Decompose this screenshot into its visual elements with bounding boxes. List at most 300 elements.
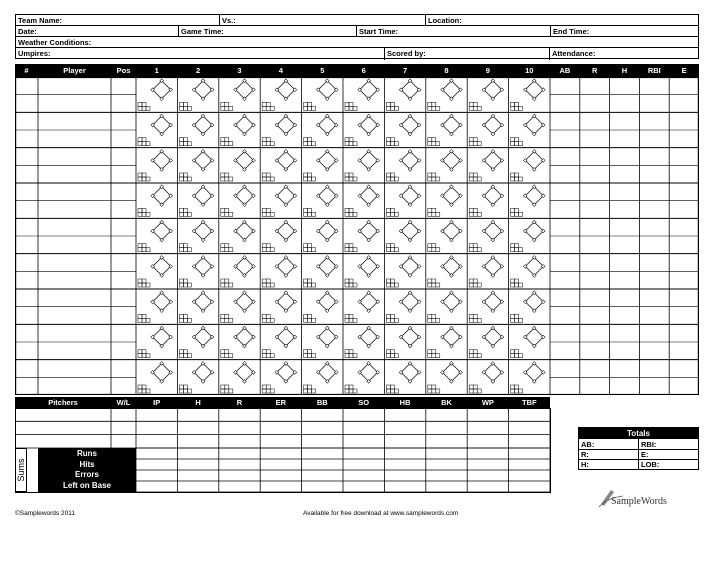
at-bat-cell[interactable] bbox=[221, 114, 256, 145]
strike-box bbox=[515, 177, 519, 181]
at-bat-cell[interactable] bbox=[179, 185, 214, 216]
strike-box bbox=[469, 142, 473, 146]
at-bat-cell[interactable] bbox=[428, 220, 463, 251]
base-diamond-icon bbox=[153, 363, 171, 381]
strike-box bbox=[312, 106, 316, 110]
strike-box bbox=[138, 318, 142, 322]
copyright-text: ©Samplewords 2011 bbox=[15, 510, 75, 517]
strike-box bbox=[187, 283, 191, 287]
at-bat-cell[interactable] bbox=[221, 256, 256, 287]
strike-box bbox=[225, 106, 229, 110]
at-bat-cell[interactable] bbox=[304, 256, 339, 287]
divider bbox=[549, 47, 550, 60]
at-bat-cell[interactable] bbox=[511, 185, 546, 216]
strike-box bbox=[146, 142, 150, 146]
ball-box bbox=[473, 208, 477, 212]
base-diamond-icon bbox=[318, 187, 336, 205]
strike-box bbox=[270, 389, 274, 393]
sums-label-box bbox=[15, 448, 27, 492]
strike-box bbox=[353, 389, 357, 393]
samplewords-logo bbox=[597, 484, 677, 510]
at-bat-cell[interactable] bbox=[179, 114, 214, 145]
strike-box bbox=[312, 318, 316, 322]
strike-box bbox=[436, 389, 440, 393]
at-bat-cell[interactable] bbox=[262, 291, 297, 322]
at-bat-cell[interactable] bbox=[304, 114, 339, 145]
strike-box bbox=[515, 106, 519, 110]
at-bat-cell[interactable] bbox=[138, 79, 173, 110]
strike-box bbox=[142, 212, 146, 216]
ball-box bbox=[345, 173, 349, 177]
strike-box bbox=[345, 248, 349, 252]
at-bat-cell[interactable] bbox=[428, 185, 463, 216]
start-time-field[interactable]: Start Time: bbox=[359, 27, 399, 36]
inning-7-header: 7 bbox=[403, 66, 408, 75]
ball-box bbox=[304, 244, 308, 248]
at-bat-cell[interactable] bbox=[138, 256, 173, 287]
strike-box bbox=[428, 354, 432, 358]
ball-box bbox=[473, 350, 477, 354]
ball-box bbox=[308, 244, 312, 248]
at-bat-cell[interactable] bbox=[469, 256, 504, 287]
ball-box bbox=[304, 385, 308, 389]
strike-box bbox=[469, 248, 473, 252]
ball-box bbox=[473, 314, 477, 318]
base-diamond-icon bbox=[318, 293, 336, 311]
at-bat-cell[interactable] bbox=[262, 185, 297, 216]
ball-box bbox=[473, 102, 477, 106]
ball-box bbox=[515, 350, 519, 354]
at-bat-cell[interactable] bbox=[179, 79, 214, 110]
at-bat-cell[interactable] bbox=[386, 326, 421, 357]
strike-box bbox=[142, 354, 146, 358]
ball-box bbox=[349, 314, 353, 318]
strike-box bbox=[353, 248, 357, 252]
ball-box bbox=[308, 385, 312, 389]
ball-box bbox=[179, 102, 183, 106]
base-diamond-icon bbox=[484, 328, 502, 346]
ball-box bbox=[308, 173, 312, 177]
at-bat-cell[interactable] bbox=[262, 220, 297, 251]
ball-box bbox=[469, 279, 473, 283]
ball-box bbox=[515, 208, 519, 212]
totals-h-field[interactable]: H: bbox=[581, 460, 589, 469]
ball-box bbox=[345, 350, 349, 354]
strike-box bbox=[221, 142, 225, 146]
at-bat-cell[interactable] bbox=[304, 185, 339, 216]
at-bat-cell[interactable] bbox=[386, 220, 421, 251]
strike-box bbox=[187, 318, 191, 322]
strike-box bbox=[519, 106, 523, 110]
inning-8-header: 8 bbox=[444, 66, 449, 75]
ball-box bbox=[432, 173, 436, 177]
base-diamond-icon bbox=[401, 151, 419, 169]
base-diamond-icon bbox=[277, 81, 295, 99]
at-bat-cell[interactable] bbox=[469, 220, 504, 251]
base-diamond-icon bbox=[401, 363, 419, 381]
at-bat-cell[interactable] bbox=[304, 291, 339, 322]
base-diamond-icon bbox=[235, 257, 253, 275]
at-bat-cell[interactable] bbox=[428, 256, 463, 287]
strike-box bbox=[183, 212, 187, 216]
strike-box bbox=[142, 248, 146, 252]
at-bat-cell[interactable] bbox=[221, 79, 256, 110]
ball-box bbox=[308, 102, 312, 106]
strike-box bbox=[428, 177, 432, 181]
strike-box bbox=[394, 354, 398, 358]
at-bat-cell[interactable] bbox=[511, 220, 546, 251]
base-diamond-icon bbox=[277, 116, 295, 134]
strike-box bbox=[179, 283, 183, 287]
strike-box bbox=[432, 177, 436, 181]
at-bat-cell[interactable] bbox=[345, 79, 380, 110]
at-bat-cell[interactable] bbox=[469, 150, 504, 181]
ball-box bbox=[262, 138, 266, 142]
at-bat-cell[interactable] bbox=[511, 79, 546, 110]
base-diamond-icon bbox=[525, 151, 543, 169]
base-diamond-icon bbox=[360, 81, 378, 99]
strike-box bbox=[432, 142, 436, 146]
ball-box bbox=[221, 208, 225, 212]
at-bat-cell[interactable] bbox=[262, 256, 297, 287]
strike-box bbox=[312, 354, 316, 358]
strike-box bbox=[386, 354, 390, 358]
at-bat-cell[interactable] bbox=[138, 220, 173, 251]
divider bbox=[219, 15, 220, 25]
strike-box bbox=[511, 177, 515, 181]
strike-box bbox=[138, 177, 142, 181]
strike-box bbox=[308, 212, 312, 216]
strike-box bbox=[308, 177, 312, 181]
at-bat-cell[interactable] bbox=[345, 291, 380, 322]
at-bat-cell[interactable] bbox=[345, 362, 380, 393]
pitching-stat-header-bk: BK bbox=[441, 398, 452, 407]
attendance-field[interactable]: Attendance: bbox=[552, 49, 596, 58]
ball-box bbox=[266, 138, 270, 142]
at-bat-cell[interactable] bbox=[221, 185, 256, 216]
at-bat-cell[interactable] bbox=[469, 185, 504, 216]
strike-box bbox=[519, 142, 523, 146]
ball-box bbox=[390, 173, 394, 177]
strike-box bbox=[179, 106, 183, 110]
strike-box bbox=[187, 248, 191, 252]
strike-box bbox=[308, 248, 312, 252]
ball-box bbox=[179, 244, 183, 248]
ball-box bbox=[266, 314, 270, 318]
strike-box bbox=[225, 177, 229, 181]
batting-stat-header-ab: AB bbox=[559, 66, 571, 75]
strike-box bbox=[304, 354, 308, 358]
batting-stat-header-r: R bbox=[591, 66, 598, 75]
ball-box bbox=[432, 138, 436, 142]
at-bat-cell[interactable] bbox=[345, 114, 380, 145]
strike-box bbox=[266, 354, 270, 358]
at-bat-cell[interactable] bbox=[469, 79, 504, 110]
base-diamond-icon bbox=[525, 187, 543, 205]
strike-box bbox=[229, 283, 233, 287]
at-bat-cell[interactable] bbox=[428, 362, 463, 393]
at-bat-cell[interactable] bbox=[262, 114, 297, 145]
date-field[interactable]: Date: bbox=[18, 27, 37, 36]
base-diamond-icon bbox=[194, 187, 212, 205]
at-bat-cell[interactable] bbox=[345, 185, 380, 216]
at-bat-cell[interactable] bbox=[304, 362, 339, 393]
pitching-stat-header-h: H bbox=[195, 398, 201, 407]
at-bat-cell[interactable] bbox=[345, 326, 380, 357]
at-bat-cell[interactable] bbox=[179, 150, 214, 181]
ball-box bbox=[225, 138, 229, 142]
strike-box bbox=[270, 177, 274, 181]
download-notice[interactable]: Available for free download at www.samplewords.com bbox=[303, 510, 459, 517]
ball-box bbox=[349, 102, 353, 106]
base-diamond-icon bbox=[360, 222, 378, 240]
strike-box bbox=[225, 212, 229, 216]
at-bat-cell[interactable] bbox=[386, 114, 421, 145]
strike-box bbox=[183, 354, 187, 358]
strike-box bbox=[353, 318, 357, 322]
strike-box bbox=[469, 354, 473, 358]
strike-box bbox=[390, 212, 394, 216]
at-bat-cell[interactable] bbox=[304, 150, 339, 181]
team-name-field[interactable]: Team Name: bbox=[18, 16, 63, 25]
ball-box bbox=[183, 314, 187, 318]
at-bat-cell[interactable] bbox=[511, 256, 546, 287]
strike-box bbox=[428, 318, 432, 322]
strike-box bbox=[394, 212, 398, 216]
strike-box bbox=[266, 318, 270, 322]
errors-label: Errors bbox=[74, 470, 99, 479]
sums-row-labels bbox=[38, 448, 136, 492]
totals-ab-field[interactable]: AB: bbox=[581, 440, 595, 449]
strike-box bbox=[345, 106, 349, 110]
base-diamond-icon bbox=[318, 81, 336, 99]
strike-box bbox=[432, 283, 436, 287]
strike-box bbox=[473, 354, 477, 358]
ball-box bbox=[266, 173, 270, 177]
strike-box bbox=[304, 106, 308, 110]
umpires-field[interactable]: Umpires: bbox=[18, 49, 51, 58]
strike-box bbox=[511, 283, 515, 287]
strike-box bbox=[477, 354, 481, 358]
at-bat-cell[interactable] bbox=[386, 185, 421, 216]
strike-box bbox=[428, 283, 432, 287]
at-bat-cell[interactable] bbox=[138, 185, 173, 216]
totals-r-field[interactable]: R: bbox=[581, 450, 589, 459]
strike-box bbox=[515, 212, 519, 216]
at-bat-cell[interactable] bbox=[345, 150, 380, 181]
ball-box bbox=[142, 350, 146, 354]
strike-box bbox=[308, 389, 312, 393]
at-bat-cell[interactable] bbox=[386, 79, 421, 110]
at-bat-cell[interactable] bbox=[221, 150, 256, 181]
ball-box bbox=[511, 138, 515, 142]
strike-box bbox=[428, 248, 432, 252]
strike-box bbox=[146, 177, 150, 181]
strike-box bbox=[229, 177, 233, 181]
strike-box bbox=[515, 248, 519, 252]
base-diamond-icon bbox=[318, 328, 336, 346]
ball-box bbox=[262, 208, 266, 212]
strike-box bbox=[146, 389, 150, 393]
strike-box bbox=[394, 389, 398, 393]
at-bat-cell[interactable] bbox=[386, 291, 421, 322]
at-bat-cell[interactable] bbox=[304, 220, 339, 251]
at-bat-cell[interactable] bbox=[511, 326, 546, 357]
strike-box bbox=[262, 212, 266, 216]
strike-box bbox=[308, 354, 312, 358]
strike-box bbox=[146, 106, 150, 110]
at-bat-cell[interactable] bbox=[179, 326, 214, 357]
strike-box bbox=[138, 106, 142, 110]
strike-box bbox=[428, 106, 432, 110]
strike-box bbox=[511, 318, 515, 322]
end-time-field[interactable]: End Time: bbox=[553, 27, 590, 36]
opponent-field[interactable]: Vs.: bbox=[222, 16, 236, 25]
at-bat-cell[interactable] bbox=[138, 362, 173, 393]
strike-box bbox=[386, 318, 390, 322]
ball-box bbox=[183, 173, 187, 177]
at-bat-cell[interactable] bbox=[304, 79, 339, 110]
strike-box bbox=[349, 177, 353, 181]
ball-box bbox=[345, 138, 349, 142]
strike-box bbox=[345, 318, 349, 322]
at-bat-cell[interactable] bbox=[138, 114, 173, 145]
ball-box bbox=[349, 208, 353, 212]
at-bat-cell[interactable] bbox=[511, 114, 546, 145]
strike-box bbox=[394, 248, 398, 252]
ball-box bbox=[183, 138, 187, 142]
at-bat-cell[interactable] bbox=[221, 291, 256, 322]
ball-box bbox=[390, 279, 394, 283]
totals-lob-field[interactable]: LOB: bbox=[641, 460, 660, 469]
at-bat-cell[interactable] bbox=[345, 256, 380, 287]
ball-box bbox=[511, 385, 515, 389]
strike-box bbox=[142, 283, 146, 287]
strike-box bbox=[436, 142, 440, 146]
strike-box bbox=[138, 248, 142, 252]
base-diamond-icon bbox=[401, 81, 419, 99]
strike-box bbox=[469, 389, 473, 393]
at-bat-cell[interactable] bbox=[386, 362, 421, 393]
at-bat-cell[interactable] bbox=[469, 114, 504, 145]
at-bat-cell[interactable] bbox=[179, 362, 214, 393]
location-field[interactable]: Location: bbox=[428, 16, 462, 25]
at-bat-cell[interactable] bbox=[386, 256, 421, 287]
at-bat-cell[interactable] bbox=[469, 291, 504, 322]
strike-box bbox=[477, 389, 481, 393]
batting-stat-header-h: H bbox=[621, 66, 628, 75]
strike-box bbox=[477, 142, 481, 146]
ball-box bbox=[183, 279, 187, 283]
at-bat-cell[interactable] bbox=[138, 150, 173, 181]
lineup-grid[interactable] bbox=[15, 77, 699, 395]
at-bat-cell[interactable] bbox=[262, 326, 297, 357]
strike-box bbox=[270, 318, 274, 322]
strike-box bbox=[432, 318, 436, 322]
game-time-field[interactable]: Game Time: bbox=[181, 27, 224, 36]
strike-box bbox=[349, 318, 353, 322]
at-bat-cell[interactable] bbox=[511, 291, 546, 322]
ball-box bbox=[221, 173, 225, 177]
ball-box bbox=[308, 350, 312, 354]
ball-box bbox=[225, 350, 229, 354]
base-diamond-icon bbox=[360, 363, 378, 381]
strike-box bbox=[511, 212, 515, 216]
strike-box bbox=[183, 106, 187, 110]
ball-box bbox=[179, 350, 183, 354]
strike-box bbox=[146, 318, 150, 322]
ball-box bbox=[142, 173, 146, 177]
strike-box bbox=[266, 389, 270, 393]
at-bat-cell[interactable] bbox=[179, 291, 214, 322]
base-diamond-icon bbox=[484, 363, 502, 381]
strike-box bbox=[266, 106, 270, 110]
ball-box bbox=[386, 350, 390, 354]
at-bat-cell[interactable] bbox=[179, 220, 214, 251]
ball-box bbox=[515, 385, 519, 389]
at-bat-cell[interactable] bbox=[511, 362, 546, 393]
totals-e-field[interactable]: E: bbox=[641, 450, 649, 459]
base-diamond-icon bbox=[194, 116, 212, 134]
at-bat-cell[interactable] bbox=[428, 114, 463, 145]
at-bat-cell[interactable] bbox=[511, 150, 546, 181]
ball-box bbox=[138, 244, 142, 248]
base-diamond-icon bbox=[277, 293, 295, 311]
strike-box bbox=[262, 106, 266, 110]
at-bat-cell[interactable] bbox=[262, 79, 297, 110]
strike-box bbox=[262, 283, 266, 287]
at-bat-cell[interactable] bbox=[138, 291, 173, 322]
at-bat-cell[interactable] bbox=[428, 326, 463, 357]
at-bat-cell[interactable] bbox=[428, 79, 463, 110]
runs-label: Runs bbox=[77, 449, 97, 458]
inning-5-header: 5 bbox=[320, 66, 325, 75]
at-bat-cell[interactable] bbox=[221, 326, 256, 357]
at-bat-cell[interactable] bbox=[428, 150, 463, 181]
at-bat-cell[interactable] bbox=[138, 326, 173, 357]
base-diamond-icon bbox=[318, 257, 336, 275]
totals-rbi-field[interactable]: RBI: bbox=[641, 440, 657, 449]
weather-field[interactable]: Weather Conditions: bbox=[18, 38, 92, 47]
at-bat-cell[interactable] bbox=[221, 362, 256, 393]
at-bat-cell[interactable] bbox=[262, 362, 297, 393]
ball-box bbox=[262, 350, 266, 354]
at-bat-cell[interactable] bbox=[179, 256, 214, 287]
base-diamond-icon bbox=[401, 293, 419, 311]
ball-box bbox=[469, 244, 473, 248]
strike-box bbox=[349, 248, 353, 252]
number-column-header: # bbox=[24, 66, 29, 75]
at-bat-cell[interactable] bbox=[345, 220, 380, 251]
strike-box bbox=[394, 142, 398, 146]
at-bat-cell[interactable] bbox=[304, 326, 339, 357]
strike-box bbox=[138, 283, 142, 287]
at-bat-cell[interactable] bbox=[469, 326, 504, 357]
at-bat-cell[interactable] bbox=[262, 150, 297, 181]
ball-box bbox=[304, 102, 308, 106]
base-diamond-icon bbox=[525, 116, 543, 134]
strike-box bbox=[386, 177, 390, 181]
ball-box bbox=[221, 244, 225, 248]
at-bat-cell[interactable] bbox=[469, 362, 504, 393]
at-bat-cell[interactable] bbox=[428, 291, 463, 322]
base-diamond-icon bbox=[153, 116, 171, 134]
at-bat-cell[interactable] bbox=[386, 150, 421, 181]
divider bbox=[16, 25, 698, 26]
at-bat-cell[interactable] bbox=[221, 220, 256, 251]
scored-by-field[interactable]: Scored by: bbox=[387, 49, 426, 58]
strike-box bbox=[515, 354, 519, 358]
